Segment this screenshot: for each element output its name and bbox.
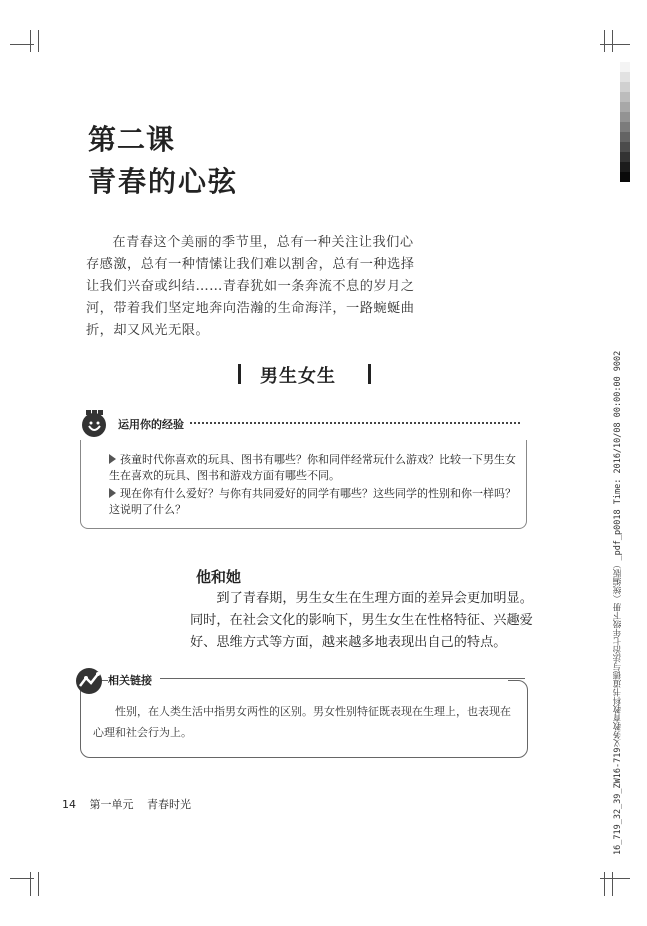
- subsection-title: 他和她: [196, 568, 242, 586]
- intro-paragraph: 在青春这个美丽的季节里，总有一种关注让我们心存感激，总有一种情愫让我们难以割舍，总有一种选择让我们兴奋或纠结……青春犹如一条奔流不息的岁月之河，带着我们坚定地奔向浩瀚的生命海洋，一路蜿蜒曲折，却又风光无限。: [86, 235, 415, 338]
- related-top-line: [160, 678, 525, 679]
- heading-bar-right: [368, 364, 371, 384]
- crop-mark: [604, 872, 605, 896]
- page-footer: [62, 796, 201, 812]
- related-box: [80, 680, 528, 758]
- section-heading: [230, 362, 380, 388]
- gray-scale-strip: [620, 62, 630, 182]
- experience-question: 孩童时代你喜欢的玩具、图书有哪些？你和同伴经常玩什么游戏？比较一下男生女生在喜欢的玩具、图书和游戏方面有哪些不同。: [109, 453, 516, 482]
- crop-mark: [38, 872, 39, 896]
- related-label: 相关链接: [108, 674, 152, 687]
- experience-question: 现在你有什么爱好？与你有共同爱好的同学有哪些？这些同学的性别和你一样吗？这说明了什么？: [109, 487, 516, 516]
- related-text: 性别，在人类生活中指男女两性的区别。男女性别特征既表现在生理上，也表现在心理和社会行为上。: [93, 705, 511, 739]
- crop-mark: [612, 872, 613, 896]
- page-number: 14: [62, 798, 76, 811]
- crop-mark: [600, 44, 630, 45]
- dotted-divider: [190, 422, 520, 424]
- crop-mark: [612, 30, 613, 52]
- heading-bar-left: [238, 364, 241, 384]
- triangle-bullet-icon: [109, 454, 116, 464]
- experience-icon: [80, 408, 108, 438]
- experience-label: 运用你的经验: [118, 418, 184, 431]
- subsection-text: 到了青春期，男生女生在生理方面的差异会更加明显。同时，在社会文化的影响下，男生女生在性格特征、兴趣爱好、思维方式等方面，越来越多地表现出自己的特点。: [190, 591, 533, 650]
- section-title: 男生女生: [260, 366, 336, 387]
- printer-slug: 16_719_32_39_ZW16-719义务教育教科书道德与法治七年级下册（统编版）_pdf_p0018 Time: 2016/10/08 00:00:00 9002: [613, 350, 623, 855]
- crop-mark: [600, 878, 630, 879]
- related-link-icon: [74, 666, 104, 696]
- crop-mark: [30, 872, 31, 896]
- crop-mark: [38, 30, 39, 52]
- crop-mark: [30, 30, 31, 52]
- crop-mark: [604, 30, 605, 52]
- triangle-bullet-icon: [109, 488, 116, 498]
- unit-name: 第一单元: [89, 798, 134, 811]
- experience-box: [80, 440, 527, 529]
- lesson-title: 青春的心弦: [88, 165, 239, 198]
- unit-title: 青春时光: [147, 798, 191, 811]
- lesson-number: 第二课: [88, 123, 176, 156]
